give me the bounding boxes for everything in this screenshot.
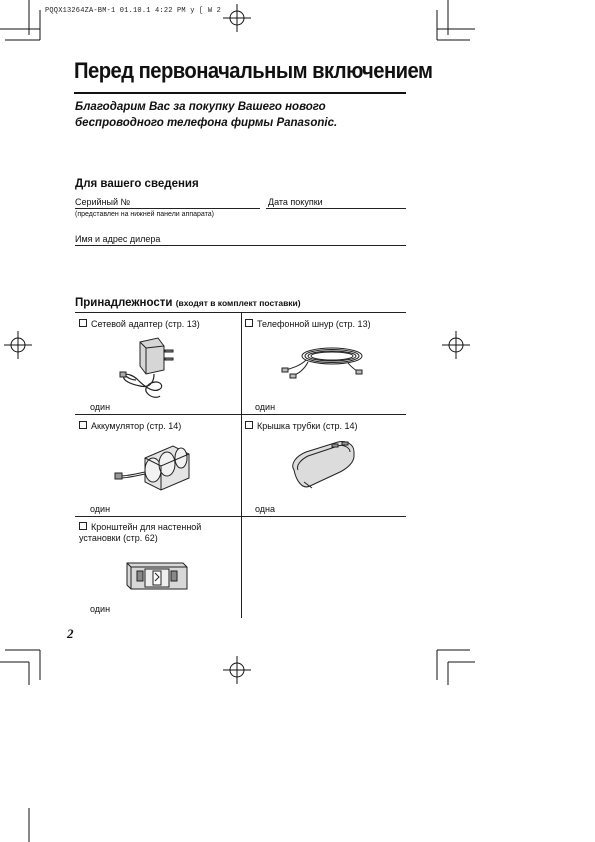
page-title: Перед первоначальным включением xyxy=(74,58,433,83)
checkbox-icon xyxy=(79,522,87,530)
title-rule xyxy=(74,92,406,94)
accessory-label: Крышка трубки (стр. 14) xyxy=(257,421,358,431)
wall-bracket-icon xyxy=(123,557,191,597)
accessories-heading xyxy=(75,297,301,309)
info-heading: Для вашего сведения xyxy=(75,178,199,190)
accessory-label-line2: установки (стр. 62) xyxy=(79,533,158,543)
checkbox-icon xyxy=(79,421,87,429)
serial-label: Серийный № xyxy=(75,197,131,207)
serial-note: (представлен на нижней панели аппарата) xyxy=(75,211,214,218)
accessory-item-ac-adaptor xyxy=(79,319,200,330)
accessory-item-handset-cover xyxy=(245,421,357,432)
accessory-label: Аккумулятор (стр. 14) xyxy=(91,421,182,431)
serial-line xyxy=(75,208,260,209)
accessory-label: Телефонной шнур (стр. 13) xyxy=(257,319,371,329)
accessory-qty: один xyxy=(90,402,111,412)
battery-icon xyxy=(115,440,195,498)
accessory-qty: один xyxy=(255,402,276,412)
accessory-qty: один xyxy=(90,504,111,514)
accessories-row-divider-1 xyxy=(75,414,406,415)
checkbox-icon xyxy=(79,319,87,327)
intro-text: Благодарим Вас за покупку Вашего нового беспроводного телефона фирмы Panasonic. xyxy=(75,101,338,129)
accessories-title: Принадлежности xyxy=(75,297,173,309)
checkbox-icon xyxy=(245,421,253,429)
print-header-code: PQQX13264ZA-BM-1 01.10.1 4:22 PM y [ W 2 xyxy=(45,7,222,15)
telephone-cord-icon xyxy=(282,342,372,382)
handset-cover-icon xyxy=(286,440,358,492)
accessories-divider xyxy=(241,312,242,618)
checkbox-icon xyxy=(245,319,253,327)
page-number: 2 xyxy=(67,626,74,641)
accessory-item-telephone-cord xyxy=(245,319,371,330)
accessory-item-battery xyxy=(79,421,181,432)
ac-adaptor-icon xyxy=(118,336,198,406)
date-label: Дата покупки xyxy=(268,197,323,207)
accessory-qty: один xyxy=(90,604,111,614)
accessory-qty: одна xyxy=(255,504,276,514)
dealer-label: Имя и адрес дилера xyxy=(75,234,161,244)
accessory-item-wall-bracket xyxy=(79,522,201,544)
accessories-note: (входят в комплект поставки) xyxy=(175,298,301,308)
accessory-label: Сетевой адаптер (стр. 13) xyxy=(91,319,200,329)
accessories-row-divider-2 xyxy=(75,516,406,517)
date-line xyxy=(266,208,406,209)
dealer-line xyxy=(75,245,406,246)
accessory-label-line1: Кронштейн для настенной xyxy=(91,522,202,532)
